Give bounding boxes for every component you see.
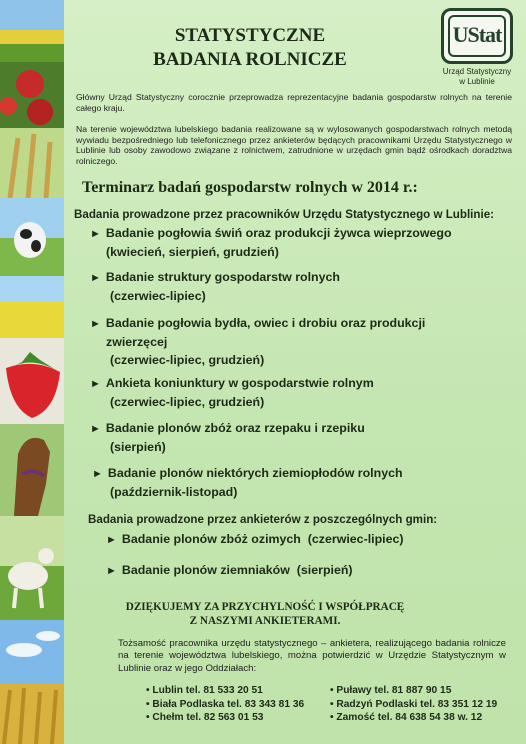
- arrow-icon: ►: [90, 423, 101, 435]
- title-line-1: STATYSTYCZNE: [174, 25, 326, 46]
- apples-photo: [0, 62, 64, 128]
- survey-item-winter-cereals: [106, 530, 404, 549]
- logo-caption: [438, 67, 516, 87]
- survey-label: Badanie plonów zbóż ozimych: [121, 532, 301, 546]
- intro-paragraph-2: Na terenie województwa lubelskiego badania realizowane są w wylosowanych gospodarstwach rolnych metodą wywiadu bezpośredniego lub telefonicznego przez ankieterów będących pracownikami Urzędu Statystycznego w Lublinie lub osoby zawodowo związane z rolnictwem, zatrudnione w urzędach gmin bądź ośrodkach doradztwa rolniczego.: [76, 124, 512, 166]
- arrow-icon: ►: [106, 534, 117, 546]
- contact-zamosc: • Zamość tel. 84 638 54 38 w. 12: [330, 712, 483, 723]
- survey-label: Ankieta koniunktury w gospodarstwie rolnym: [105, 376, 374, 390]
- title-line-2: BADANIA ROLNICZE: [153, 49, 347, 70]
- survey-label: Badanie pogłowia bydła, owiec i drobiu oraz produkcji: [105, 316, 426, 330]
- sky-photo: [0, 620, 64, 684]
- horse-photo: [0, 424, 64, 516]
- intro-paragraph-1: Główny Urząd Statystyczny corocznie przeprowadza reprezentacyjne badania gospodarstw rolnych na terenie całego kraju.: [76, 92, 512, 113]
- survey-label: Badanie plonów niektórych ziemiopłodów rolnych: [107, 466, 403, 480]
- survey-period: (czerwiec-lipiec): [307, 532, 404, 546]
- schedule-title: Terminarz badań gospodarstw rolnych w 2014 r.:: [82, 179, 418, 196]
- survey-item-farm-structure: [90, 268, 340, 305]
- survey-item-cattle: [90, 314, 425, 369]
- field-photo: [0, 0, 64, 62]
- survey-period: (czerwiec-lipiec, grudzień): [110, 395, 265, 409]
- survey-period: (sierpień): [110, 440, 166, 454]
- survey-label: Badanie struktury gospodarstw rolnych: [105, 270, 340, 284]
- wheat-photo: [0, 128, 64, 198]
- survey-item-crop-yields: [92, 464, 403, 501]
- contacts-left: [146, 684, 304, 725]
- survey-item-potatoes: [106, 561, 353, 580]
- group2-heading: Badania prowadzone przez ankieterów z poszczególnych gmin:: [88, 513, 438, 526]
- survey-period: (sierpień): [296, 563, 353, 577]
- survey-label: Badanie pogłowia świń oraz produkcji żywca wieprzowego: [105, 226, 452, 240]
- thanks-line-2: Z NASZYMI ANKIETERAMI.: [189, 615, 341, 627]
- thanks-message: [100, 600, 430, 628]
- arrow-icon: ►: [106, 565, 117, 577]
- arrow-icon: ►: [90, 228, 101, 240]
- survey-item-cereal-yields: [90, 419, 365, 456]
- cow-photo: [0, 198, 64, 276]
- group1-heading: Badania prowadzone przez pracowników Urzędu Statystycznego w Lublinie:: [74, 208, 495, 221]
- arrow-icon: ►: [90, 378, 101, 390]
- contact-biala-podlaska: • Biała Podlaska tel. 83 343 81 36: [146, 698, 305, 710]
- survey-item-pigs: [90, 224, 452, 261]
- thanks-line-1: DZIĘKUJEMY ZA PRZYCHYLNOŚĆ I WSPÓŁPRACĘ: [125, 601, 405, 613]
- wheat-field-photo: [0, 684, 64, 744]
- rapeseed-field-photo: [0, 276, 64, 338]
- survey-period: (czerwiec-lipiec): [110, 289, 206, 303]
- logo-mark-text: UStat: [448, 15, 506, 57]
- arrow-icon: ►: [92, 468, 103, 480]
- arrow-icon: ►: [90, 318, 101, 330]
- survey-label: Badanie plonów zbóż oraz rzepaku i rzepiku: [105, 421, 365, 435]
- survey-period: (kwiecień, sierpień, grudzień): [106, 245, 279, 259]
- contact-lublin: • Lublin tel. 81 533 20 51: [146, 685, 263, 696]
- contacts-right: [330, 684, 497, 725]
- logo-caption-line-1: Urząd Statystyczny: [442, 67, 512, 76]
- survey-period: (październik-listopad): [110, 485, 238, 499]
- goat-photo: [0, 516, 64, 620]
- contact-chelm: • Chełm tel. 82 563 01 53: [146, 712, 264, 723]
- logo-caption-line-2: w Lublinie: [459, 77, 495, 86]
- arrow-icon: ►: [90, 272, 101, 284]
- poster-title: [100, 24, 400, 72]
- survey-item-business-survey: [90, 374, 374, 411]
- strawberry-photo: [0, 338, 64, 424]
- survey-label-continued: zwierzęcej: [106, 335, 168, 349]
- logo-mark: [441, 8, 513, 64]
- contact-radzyn-podlaski: • Radzyń Podlaski tel. 83 351 12 19: [330, 698, 498, 710]
- ustat-logo: [438, 8, 516, 87]
- survey-period: (czerwiec-lipiec, grudzień): [110, 353, 265, 367]
- photo-strip: [0, 0, 64, 744]
- survey-label: Badanie plonów ziemniaków: [121, 563, 290, 577]
- verification-text: Tożsamość pracownika urzędu statystycznego – ankietera, realizującego badania rolnicze na terenie województwa lubelskiego, można potwierdzić w Urzędzie Statystycznym w Lublinie oraz w jego Oddziałach:: [118, 638, 506, 674]
- contact-pulawy: • Puławy tel. 81 887 90 15: [330, 685, 452, 696]
